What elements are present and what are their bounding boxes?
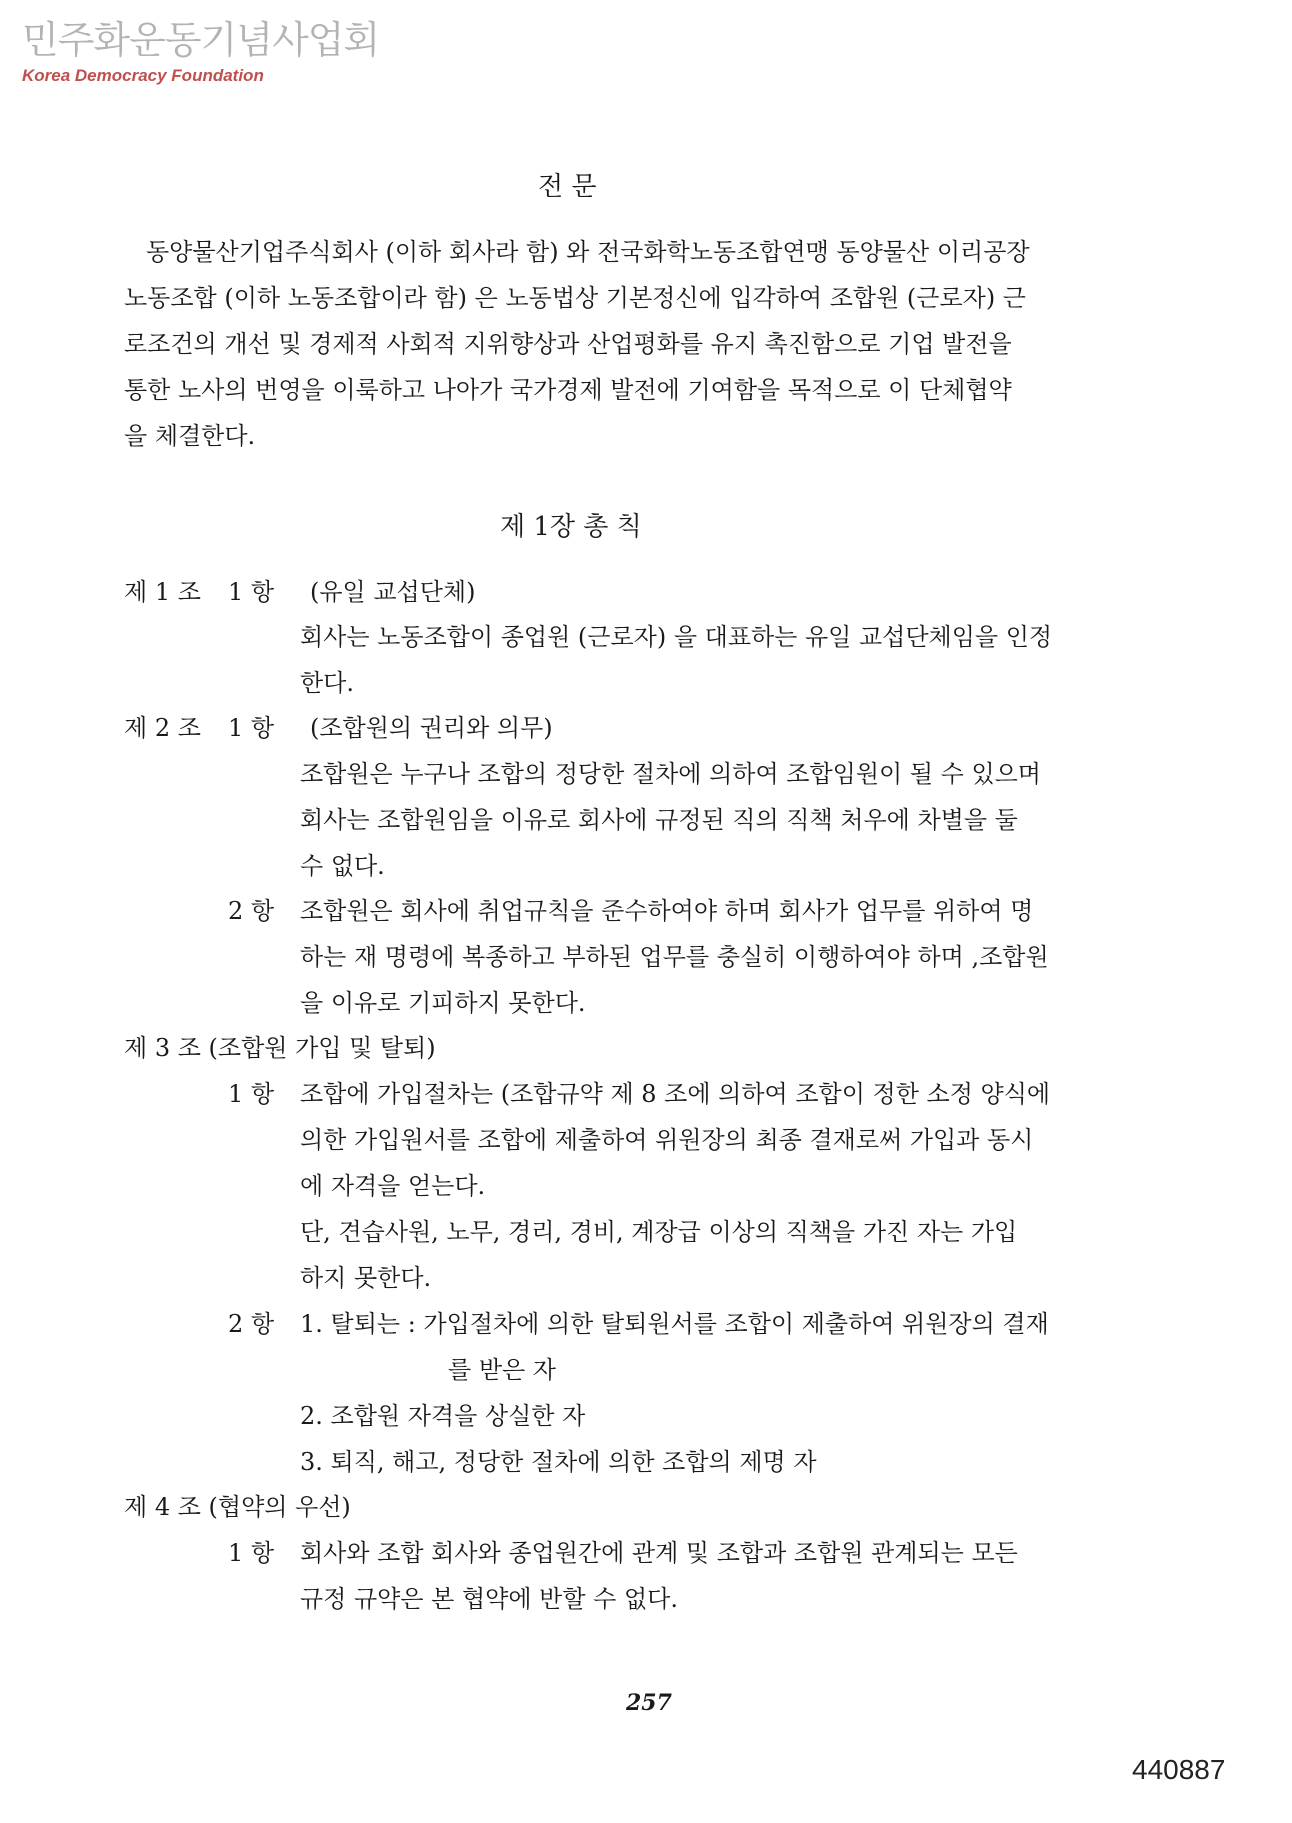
clause-line: 회사는 노동조합이 종업원 (근로자) 을 대표하는 유일 교섭단체임을 인정 [300,623,1053,651]
article-heading: 제 4 조 (협약의 우선) [124,1493,351,1521]
preamble-line: 을 체결한다. [124,422,256,450]
clause-label: 2 항 [228,897,275,925]
clause-line: 하는 재 명령에 복종하고 부하된 업무를 충실히 이행하여야 하며 ,조합원 [300,943,1049,971]
list-item: 를 받은 자 [448,1356,556,1384]
clause-line: 단, 견습사원, 노무, 경리, 경비, 계장급 이상의 직책을 가진 자는 가입 [300,1218,1018,1246]
clause-title: (조합원의 권리와 의무) [310,714,553,742]
clause-line: 의한 가입원서를 조합에 제출하여 위원장의 최종 결재로써 가입과 동시 [300,1126,1034,1154]
clause-line: 규정 규약은 본 협약에 반할 수 없다. [300,1585,678,1613]
watermark-english: Korea Democracy Foundation [22,66,264,85]
preamble-line: 노동조합 (이하 노동조합이라 함) 은 노동법상 기본정신에 입각하여 조합원 (근로자) 근 [124,284,1026,312]
clause-line: 조합원은 회사에 취업규칙을 준수하여야 하며 회사가 업무를 위하여 명 [300,897,1034,925]
article-label: 제 2 조 [124,714,201,742]
clause-line: 하지 못한다. [300,1264,432,1292]
clause-line: 회사는 조합원임을 이유로 회사에 규정된 직의 직책 처우에 차별을 둘 [300,806,1018,834]
clause-label: 1 항 [228,1080,275,1108]
clause-line: 회사와 조합 회사와 종업원간에 관계 및 조합과 조합원 관계되는 모든 [300,1539,1018,1567]
preamble-line: 통한 노사의 번영을 이룩하고 나아가 국가경제 발전에 기여함을 목적으로 이 단체협약 [124,376,1012,404]
page-number: 257 [626,1690,672,1716]
clause-label: 1 항 [228,714,275,742]
watermark-korean: 민주화운동기념사업회 [22,18,380,62]
clause-label: 1 항 [228,578,275,606]
article-heading: 제 3 조 (조합원 가입 및 탈퇴) [124,1034,436,1062]
clause-line: 을 이유로 기피하지 못한다. [300,989,586,1017]
preamble-line: 동양물산기업주식회사 (이하 회사라 함) 와 전국화학노동조합연맹 동양물산 이리공장 [146,238,1030,266]
list-item: 2. 조합원 자격을 상실한 자 [300,1402,586,1430]
article-label: 제 1 조 [124,578,201,606]
clause-line: 수 없다. [300,852,385,880]
document-id: 440887 [1132,1754,1226,1785]
clause-label: 1 항 [228,1539,275,1567]
preamble-line: 로조건의 개선 및 경제적 사회적 지위향상과 산업평화를 유지 촉진함으로 기업 발전을 [124,330,1012,358]
clause-line: 에 자격을 얻는다. [300,1172,486,1200]
chapter-title: 제 1장 총 칙 [500,512,642,542]
watermark [22,18,379,86]
clause-line: 조합에 가입절차는 (조합규약 제 8 조에 의하여 조합이 정한 소정 양식에 [300,1080,1051,1108]
clause-title: (유일 교섭단체) [310,578,476,606]
list-item: 3. 퇴직, 해고, 정당한 절차에 의한 조합의 제명 자 [300,1448,817,1476]
list-item: 1. 탈퇴는 : 가입절차에 의한 탈퇴원서를 조합이 제출하여 위원장의 결재 [300,1310,1049,1338]
clause-line: 조합원은 누구나 조합의 정당한 절차에 의하여 조합임원이 될 수 있으며 [300,760,1041,788]
preamble-title: 전 문 [538,172,597,202]
clause-label: 2 항 [228,1310,275,1338]
clause-line: 한다. [300,669,354,697]
